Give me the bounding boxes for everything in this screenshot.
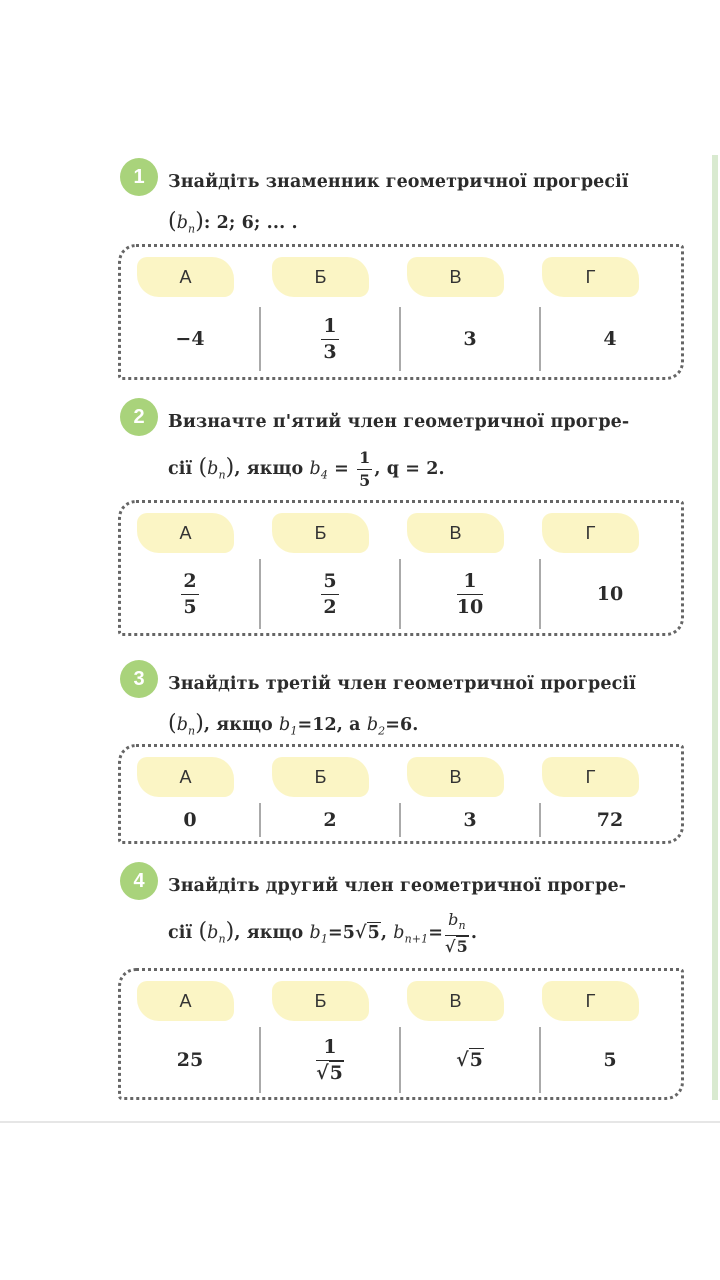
answer-options [118,968,684,1100]
task-number-badge: 3 [120,660,158,698]
task-statement [168,162,688,250]
task-3 [118,660,688,844]
task-number-badge: 1 [120,158,158,196]
option-value-a[interactable]: −4 [121,307,261,371]
option-letter-d[interactable]: Г [542,257,639,297]
option-letter-b[interactable]: Б [272,513,369,553]
option-letters [137,257,677,297]
option-values [121,559,681,629]
option-letter-a[interactable]: А [137,257,234,297]
option-letters [137,757,677,797]
option-value-d[interactable]: 4 [603,328,617,350]
option-value-d[interactable]: 72 [596,809,624,831]
statement-line-1: Знайдіть другий член геометричної прогре- [168,876,627,896]
option-value-b[interactable]: 2 [261,803,401,837]
option-letters [137,513,677,553]
answer-options [118,500,684,636]
statement-line-2: $(b_n)$: 2; 6; ... . [168,209,298,236]
statement-line-2: сії $(b_n)$, якщо $b_1=5√5$, $b_{n+1}=$ $\frac{b_n}{√5}$ . [168,910,478,956]
page-margin-rule [712,155,718,1100]
option-value-d[interactable]: 10 [596,583,624,605]
statement-line-2: $(b_n)$, якщо $b_1=12$, а $b_2=6$. [168,711,419,738]
option-letter-c[interactable]: В [407,981,504,1021]
option-letter-a[interactable]: А [137,757,234,797]
statement-line-1: Знайдіть третій член геометричної прогресії [168,674,636,694]
statement-line-1: Знайдіть знаменник геометричної прогресії [168,172,629,192]
option-letter-b[interactable]: Б [272,981,369,1021]
option-value-c[interactable]: √5 [401,1027,541,1093]
statement-line-2: сії $(b_n)$, якщо $b_4$ = $\frac{1}{5}$ , q = 2. [168,448,445,490]
option-value-c[interactable]: 3 [401,803,541,837]
option-letter-d[interactable]: Г [542,757,639,797]
task-number-badge: 4 [120,862,158,900]
task-1 [118,158,688,380]
option-value-b[interactable]: $\frac{1}{√5}$ [261,1027,401,1093]
task-statement [168,866,688,960]
option-value-c[interactable]: $\frac{1}{10}$ [401,559,541,629]
task-statement [168,664,688,752]
option-letter-b[interactable]: Б [272,257,369,297]
answer-options [118,744,684,844]
option-value-a[interactable]: 25 [121,1027,261,1093]
option-value-c[interactable]: 3 [401,307,541,371]
option-value-b[interactable]: $\frac{5}{2}$ [261,559,401,629]
task-number-badge: 2 [120,398,158,436]
option-value-a[interactable]: $\frac{2}{5}$ [121,559,261,629]
option-value-a[interactable]: 0 [121,803,261,837]
option-values [121,803,681,837]
option-letter-a[interactable]: А [137,981,234,1021]
answer-options [118,244,684,380]
page-bottom-edge [0,1121,720,1123]
option-letter-a[interactable]: А [137,513,234,553]
task-4 [118,862,688,1100]
statement-line-1: Визначте п'ятий член геометричної прогре- [168,412,630,432]
option-letter-c[interactable]: В [407,257,504,297]
option-letters [137,981,677,1021]
option-value-d[interactable]: 5 [603,1049,617,1071]
option-letter-d[interactable]: Г [542,981,639,1021]
option-values [121,1027,681,1093]
option-value-b[interactable]: $\frac{1}{3}$ [261,307,401,371]
option-letter-d[interactable]: Г [542,513,639,553]
option-letter-b[interactable]: Б [272,757,369,797]
option-letter-c[interactable]: В [407,513,504,553]
task-2 [118,398,688,636]
task-statement [168,402,688,496]
option-letter-c[interactable]: В [407,757,504,797]
option-values [121,307,681,371]
